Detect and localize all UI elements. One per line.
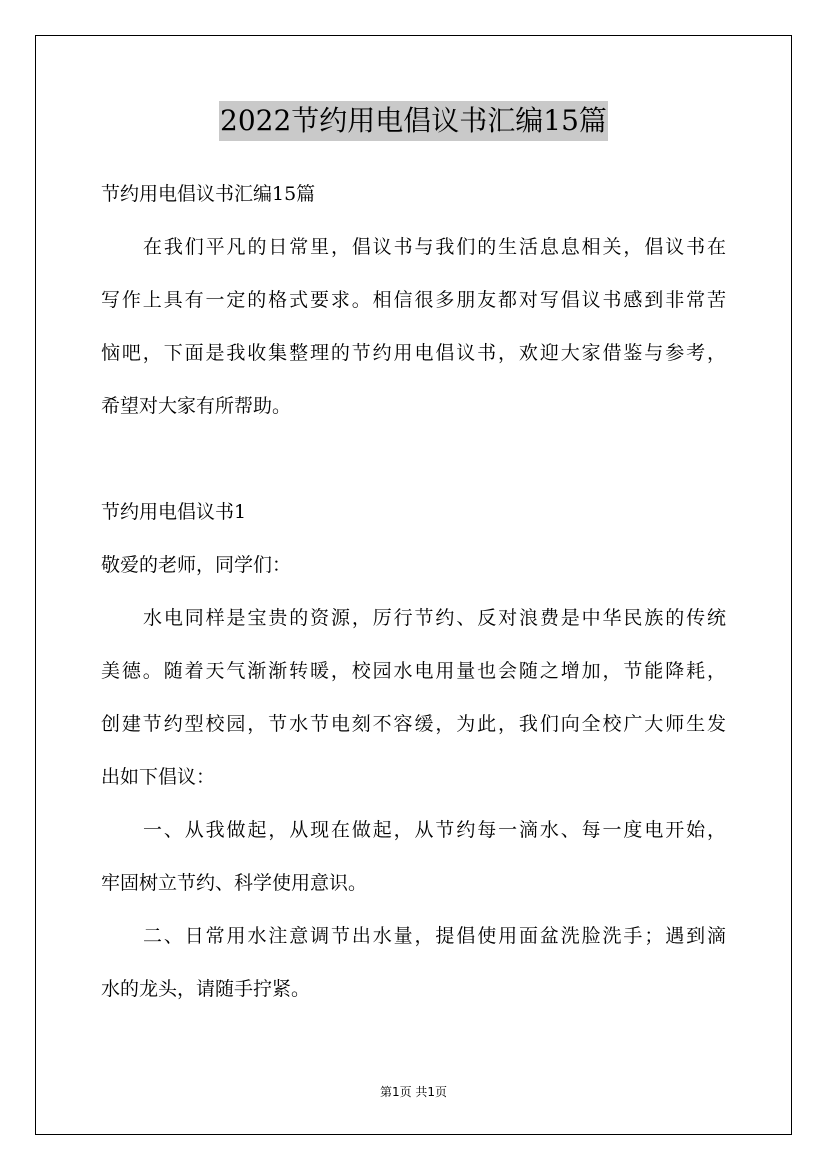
subtitle: 节约用电倡议书汇编15篇 (101, 183, 316, 205)
greeting: 敬爱的老师，同学们： (101, 554, 292, 576)
item-line: 牢固树立节约、科学使用意识。 (101, 872, 368, 894)
item-line: 一、从我做起，从现在做起，从节约每一滴水、每一度电开始， (143, 819, 726, 841)
paragraph-line: 水电同样是宝贵的资源，厉行节约、反对浪费是中华民族的传统 (143, 607, 726, 629)
page-footer: 第1页 共1页 (379, 1085, 448, 1099)
title-container (0, 101, 827, 141)
blank-line (101, 433, 726, 486)
paragraph-line: 出如下倡议： (101, 766, 216, 788)
item-line: 水的龙头，请随手拧紧。 (101, 978, 311, 1000)
intro-line: 恼吧，下面是我收集整理的节约用电倡议书，欢迎大家借鉴与参考， (101, 342, 726, 364)
document-body (101, 168, 726, 1016)
section-heading: 节约用电倡议书1 (101, 501, 247, 523)
item-line: 二、日常用水注意调节出水量，提倡使用面盆洗脸洗手；遇到滴 (143, 925, 726, 947)
intro-line: 希望对大家有所帮助。 (101, 395, 292, 417)
intro-line: 在我们平凡的日常里，倡议书与我们的生活息息相关，倡议书在 (143, 236, 726, 258)
intro-line: 写作上具有一定的格式要求。相信很多朋友都对写倡议书感到非常苦 (101, 289, 726, 311)
paragraph-line: 美德。随着天气渐渐转暖，校园水电用量也会随之增加，节能降耗， (101, 660, 726, 682)
document-title: 2022节约用电倡议书汇编15篇 (219, 101, 608, 141)
paragraph-line: 创建节约型校园，节水节电刻不容缓，为此，我们向全校广大师生发 (101, 713, 726, 735)
